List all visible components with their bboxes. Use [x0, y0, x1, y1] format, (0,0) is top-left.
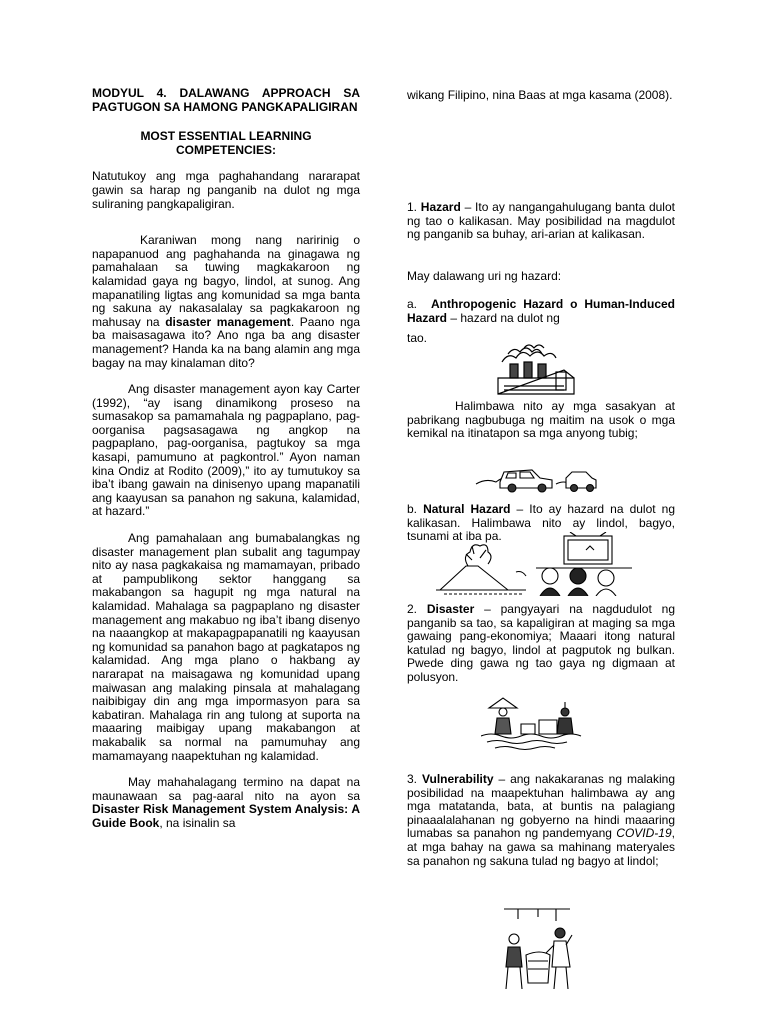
paragraph-1-text-a: Karaniwan mong nang naririnig o napapanuod ang paghahanda na ginagawa ng pamahalaan sa tuwing magkakaroon ng kalamidad gaya ng bagyo, lindol, at sunog. Ang mapanatiling ligtas ang komunidad sa mga banta ng sakuna ay nakasalalay sa pagkakaroon ng mahusay na [92, 233, 360, 329]
flood-illustration [481, 690, 585, 752]
cars-smoke-illustration [474, 460, 598, 494]
vulnerability-number: 3. [407, 772, 418, 786]
continuation-text: wikang Filipino, nina Baas at mga kasama (2008). [407, 88, 673, 102]
hazard-types-intro: May dalawang uri ng hazard: [407, 269, 562, 283]
natural-hazard-term: Natural Hazard [423, 502, 511, 516]
vulnerability-illustration [498, 905, 576, 993]
vulnerability-def-b: , at mga bahay na gawa sa mahinang materyales sa panahon ng sakuna tulad ng bagyo at lindol; [407, 826, 675, 868]
paragraph-3: Ang pamahalaan ang bumabalangkas ng disaster management plan subalit ang tagumpay nito ay nasa pagkakaisa ng mamamayan, pribado at pampublikong sektor hanggang sa makabangon sa hagupit ng mga natural na kalamidad. Mahalaga sa pagpaplano ng disaster management ang makabuo ng iba’t ibang disenyo na naaangkop at makapagpapanatili ng kaayusan ng komunidad sa panahon bago at pagkatapos ng kalamidad. Ang mga plano o hakbang ay nararapat na maisagawa ng komunidad upang maiwasan ang malaking pinsala at mahalagang naibibigay din ang mga impormasyon para sa kabatiran. Mahalaga rin ang tulong at suporta na maaaring maibigay upang makabangon at makabalik sa normal na pamumuhay ang mamamayang naapektuhan ng kalamidad. [92, 531, 360, 763]
hazard-def: – Ito ay nangangahulugang banta dulot ng tao o kalikasan. May posibilidad na magdulot ng panganib sa buhay, ari-arian at kalikasan. [407, 200, 675, 242]
natural-hazard-label: b. [407, 502, 418, 516]
natural-hazard-illustration [436, 532, 636, 596]
disaster-definition [407, 603, 675, 685]
anthropogenic-item [407, 298, 675, 325]
paragraph-4-text-b: , na isinalin sa [159, 815, 236, 830]
natural-hazard-def: – Ito ay hazard na dulot ng kalikasan. Halimbawa nito ay lindol, bagyo, tsunami at iba pa. [407, 502, 675, 544]
vulnerability-def-a: – ang nakakaranas ng malaking posibilidad na maapektuhan halimbawa ay ang mga matatanda, bata, at buntis na palagiang pinaaalalahanan ng gobyerno na hindi maaaring lumabas sa panahon ng pandemyang [407, 772, 675, 841]
anthropogenic-def-end: tao. [407, 331, 428, 345]
anthropogenic-label: a. [407, 297, 418, 311]
vulnerability-italic: COVID-19 [616, 826, 672, 841]
paragraph-4-bold: Disaster Risk Management System Analysis: A Guide Book [92, 802, 360, 830]
vulnerability-definition [407, 773, 675, 868]
hazard-definition [407, 201, 675, 242]
competencies-heading: MOST ESSENTIAL LEARNING COMPETENCIES: [140, 129, 312, 157]
anthropogenic-def: – hazard na dulot ng [447, 310, 560, 325]
paragraph-1-text-b: . Paano nga ba maisasagawa ito? Ano nga ba ang disaster management? Handa ka na bang alamin ang mga bagay na may kinalaman dito? [92, 314, 360, 370]
anthropogenic-term: Anthropogenic Hazard o Human-Induced Hazard [407, 297, 675, 325]
anthropogenic-example: Halimbawa nito ay mga sasakyan at pabrikang nagbubuga ng maitim na usok o mga kemikal na itinatapon sa mga anyong tubig; [407, 399, 675, 441]
paragraph-2: Ang disaster management ayon kay Carter (1992), “ay isang dinamikong proseso na sumasakop sa pamamahala ng pagpaplano, pag-oorganisa pagsasagawa ng angkop na pagpaplano, pag-oorganisa, pagtukoy sa mga kasapi, pamumuno at pagkontrol.” Ayon naman kina Ondiz at Rodito (2009),” ito ay tumutukoy sa iba’t ibang gawain na dinisenyo upang mapanatili ang kaayusan sa panahon ng sakuna, kalamidad, at hazard.” [92, 382, 360, 519]
intro-paragraph: Natutukoy ang mga paghahandang nararapat gawin sa harap ng panganib na dulot ng mga suliraning pangkapaligiran. [92, 169, 360, 211]
hazard-number: 1. [407, 200, 418, 214]
factory-smoke-illustration [494, 340, 580, 396]
paragraph-4-text-a: May mahahalagang termino na dapat na maunawaan sa pag-aaral nito na ayon sa [92, 775, 360, 803]
paragraph-1-bold: disaster management [165, 314, 291, 329]
vulnerability-term: Vulnerability [421, 772, 494, 786]
hazard-term: Hazard [420, 200, 461, 214]
disaster-def: – pangyayari na nagdudulot ng panganib sa tao, sa kapaligiran at maging sa mga gawaing pang-ekonomiya; Maaari itong natural katulad ng bagyo, lindol at pagputok ng bulkan. Pwede ding gawa ng tao gaya ng digmaan at polusyon. [407, 602, 675, 684]
disaster-term: Disaster [426, 602, 475, 616]
module-title: MODYUL 4. DALAWANG APPROACH SA PAGTUGON SA HAMONG PANGKAPALIGIRAN [92, 86, 360, 114]
disaster-number: 2. [407, 602, 418, 616]
